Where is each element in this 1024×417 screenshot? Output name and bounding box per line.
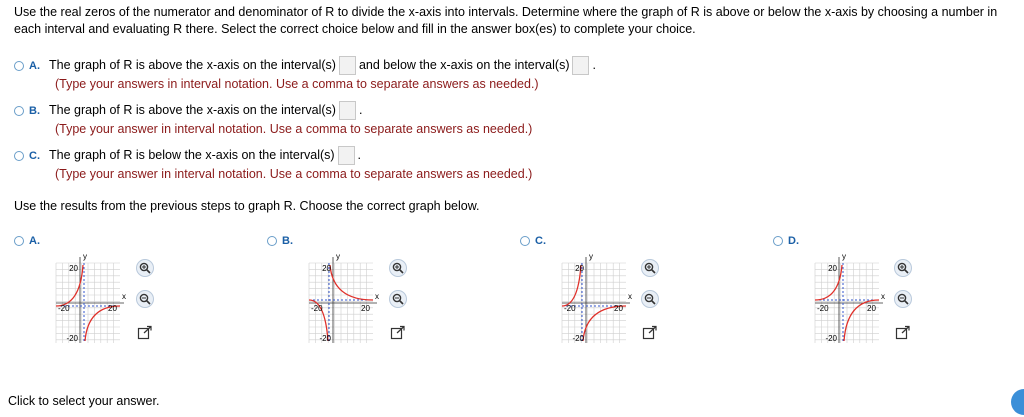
expand-icon[interactable] [137, 325, 153, 341]
x-tick-min: -20 [311, 304, 323, 313]
x-axis-label: x [881, 292, 885, 301]
y-tick-max: 20 [828, 264, 837, 273]
zoom-out-icon[interactable] [641, 290, 659, 308]
graph-c-letter: C. [535, 235, 546, 247]
radio-a[interactable] [14, 61, 24, 71]
choice-c-text-end: . [357, 148, 362, 162]
y-axis-label: y [842, 253, 846, 261]
y-tick-max: 20 [575, 264, 584, 273]
graph-instruction: Use the results from the previous steps to graph R. Choose the correct graph below. [14, 199, 480, 213]
zoom-in-icon[interactable] [136, 259, 154, 277]
y-tick-max: 20 [69, 264, 78, 273]
choice-c[interactable] [14, 146, 532, 183]
choice-b-letter: B. [29, 105, 40, 117]
y-tick-min: -20 [825, 334, 837, 343]
x-tick-max: 20 [614, 304, 623, 313]
zoom-in-icon[interactable] [389, 259, 407, 277]
graph-radio-d[interactable] [773, 236, 783, 246]
x-tick-min: -20 [58, 304, 70, 313]
graph-d-letter: D. [788, 235, 799, 247]
x-tick-max: 20 [867, 304, 876, 313]
x-tick-min: -20 [817, 304, 829, 313]
y-tick-min: -20 [319, 334, 331, 343]
y-tick-min: -20 [572, 334, 584, 343]
answer-box-a-below[interactable] [572, 56, 589, 75]
zoom-in-icon[interactable] [894, 259, 912, 277]
x-axis-label: x [375, 292, 379, 301]
graph-b-letter: B. [282, 235, 293, 247]
zoom-out-icon[interactable] [894, 290, 912, 308]
x-tick-max: 20 [361, 304, 370, 313]
expand-icon[interactable] [895, 325, 911, 341]
help-button[interactable] [1011, 389, 1024, 415]
x-tick-min: -20 [564, 304, 576, 313]
graph-radio-c[interactable] [520, 236, 530, 246]
choice-c-text-before: The graph of R is below the x-axis on the interval(s) [49, 148, 335, 162]
radio-c[interactable] [14, 151, 24, 161]
graph-a-letter: A. [29, 235, 40, 247]
zoom-in-icon[interactable] [641, 259, 659, 277]
choice-b-text-before: The graph of R is above the x-axis on the interval(s) [49, 103, 336, 117]
x-axis-label: x [628, 292, 632, 301]
zoom-out-icon[interactable] [389, 290, 407, 308]
x-axis-label: x [122, 292, 126, 301]
answer-box-b[interactable] [339, 101, 356, 120]
y-axis-label: y [336, 253, 340, 261]
graph-radio-b[interactable] [267, 236, 277, 246]
question-text: Use the real zeros of the numerator and denominator of R to divide the x-axis into intervals. Determine where the graph of R is above or below the x-axis by choosing a number in each interval and evaluating R there. Select the correct choice below and fill in the answer box(es) to complete your choice. [14, 5, 998, 36]
answer-box-a-above[interactable] [339, 56, 356, 75]
answer-box-c[interactable] [338, 146, 355, 165]
choice-a-text-mid: and below the x-axis on the interval(s) [358, 58, 570, 72]
choice-a-text-end: . [592, 58, 596, 72]
zoom-out-icon[interactable] [136, 290, 154, 308]
expand-icon[interactable] [390, 325, 406, 341]
choice-a-text-before: The graph of R is above the x-axis on the interval(s) [49, 58, 336, 72]
choice-b-text-end: . [358, 103, 363, 117]
choice-c-letter: C. [29, 150, 40, 162]
footer-instruction: Click to select your answer. [8, 394, 160, 408]
choice-a-hint: (Type your answers in interval notation. Use a comma to separate answers as needed.) [55, 77, 539, 92]
radio-b[interactable] [14, 106, 24, 116]
y-axis-label: y [83, 253, 87, 261]
choice-b[interactable] [14, 101, 532, 138]
y-tick-min: -20 [66, 334, 78, 343]
y-axis-label: y [589, 253, 593, 261]
choice-a[interactable] [14, 56, 596, 93]
graph-radio-a[interactable] [14, 236, 24, 246]
expand-icon[interactable] [642, 325, 658, 341]
choice-a-letter: A. [29, 60, 40, 72]
choice-b-hint: (Type your answer in interval notation. Use a comma to separate answers as needed.) [55, 122, 533, 137]
x-tick-max: 20 [108, 304, 117, 313]
y-tick-max: 20 [322, 264, 331, 273]
choice-c-hint: (Type your answer in interval notation. Use a comma to separate answers as needed.) [55, 167, 533, 182]
